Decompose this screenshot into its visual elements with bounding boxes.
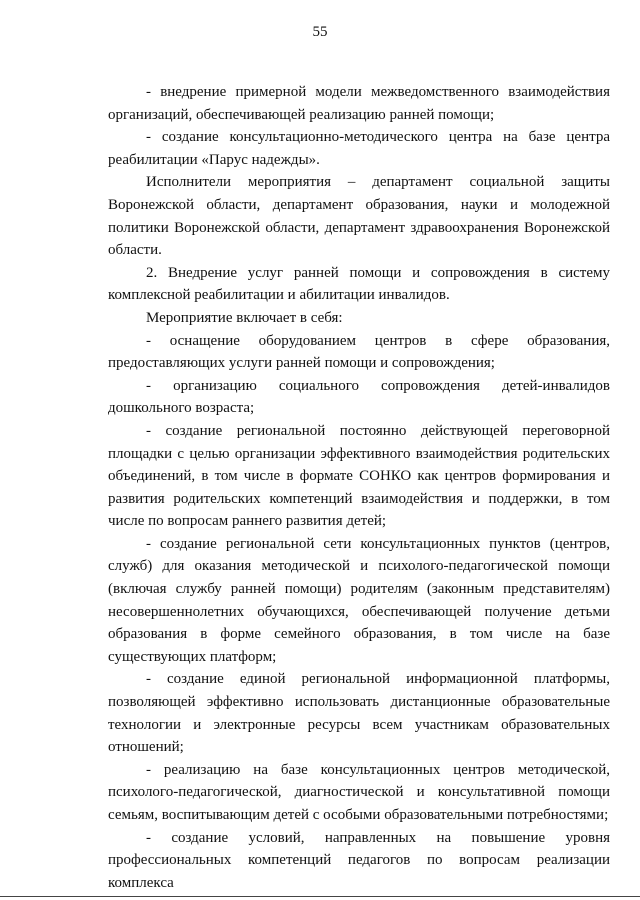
page-bottom-edge xyxy=(0,896,640,897)
paragraph: - создание региональной постоянно действующей переговорной площадки с целью организации эффективного взаимодействия родительских объединений, в том числе в формате СОНКО как центров формирования и развития родительских компетенций взаимодействия и поддержки, в том числе по вопросам раннего развития детей; xyxy=(108,422,610,530)
paragraph: - создание условий, направленных на повышение уровня профессиональных компетенций педагогов по вопросам реализации комплекса xyxy=(108,829,610,891)
paragraph: - создание единой региональной информационной платформы, позволяющей эффективно использовать дистанционные образовательные технологии и электронные ресурсы всем участникам образовательных отношений; xyxy=(108,671,610,756)
paragraph: Исполнители мероприятия – департамент социальной защиты Воронежской области, департамент образования, науки и молодежной политики Воронежской области, департамент здравоохранения Воронежской области. xyxy=(108,174,610,259)
paragraph: - создание консультационно-методического центра на базе центра реабилитации «Парус надежды». xyxy=(108,129,610,168)
paragraph: Мероприятие включает в себя: xyxy=(146,309,343,326)
paragraph: - организацию социального сопровождения детей-инвалидов дошкольного возраста; xyxy=(108,377,610,417)
paragraph: - создание региональной сети консультационных пунктов (центров, служб) для оказания методической и психолого-педагогической помощи (включая службу ранней помощи) родителям (законным представителям) несовершеннолетних обучающихся, обеспечивающей получение детьми образования в форме семейного образования, в том числе на базе существующих платформ; xyxy=(108,535,610,665)
document-body xyxy=(108,81,610,894)
paragraph: - внедрение примерной модели межведомственного взаимодействия организаций, обеспечивающей реализацию ранней помощи; xyxy=(108,84,610,123)
paragraph: - оснащение оборудованием центров в сфере образования, предоставляющих услуги ранней помощи и сопровождения; xyxy=(108,332,610,372)
paragraph: 2. Внедрение услуг ранней помощи и сопровождения в систему комплексной реабилитации и абилитации инвалидов. xyxy=(108,264,610,304)
page-number: 55 xyxy=(312,24,328,40)
paragraph: - реализацию на базе консультационных центров методической, психолого-педагогической, диагностической и консультативной помощи семьям, воспитывающим детей с особыми образовательными потребностями; xyxy=(108,761,610,823)
